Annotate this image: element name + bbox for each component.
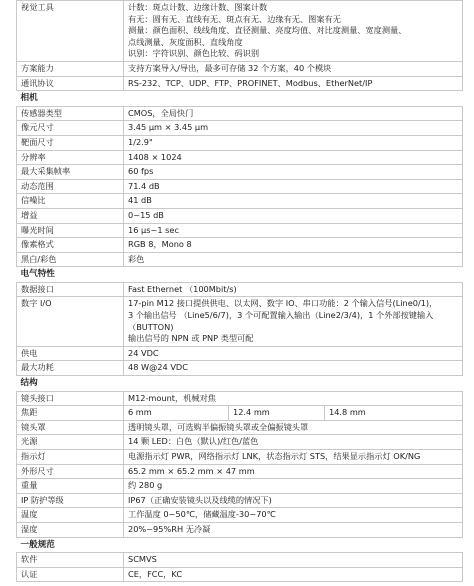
row-ip-rating [17, 493, 463, 508]
row-label: 传感器类型 [17, 106, 124, 121]
row-label: 增益 [17, 208, 124, 223]
row-label: 镜头接口 [17, 391, 124, 406]
row-value: 20%~95%RH 无冷凝 [124, 522, 463, 537]
focal-value: 6 mm [124, 406, 229, 421]
row-label: 重量 [17, 479, 124, 494]
row-value: SCMVS [124, 553, 463, 568]
row-value: 65.2 mm × 65.2 mm × 47 mm [124, 464, 463, 479]
section-title: 电气特性 [17, 267, 463, 283]
row-vision-tools [17, 1, 463, 62]
row-label: 湿度 [17, 522, 124, 537]
row-label: 光源 [17, 435, 124, 450]
row-humidity [17, 522, 463, 537]
row-value: Fast Ethernet （100Mbit/s) [124, 282, 463, 297]
row-label: 通讯协议 [17, 76, 124, 91]
focal-value: 14.8 mm [325, 406, 463, 421]
row-weight [17, 479, 463, 494]
vision-tools-line: 识别：字符识别、颜色比较、码识别 [128, 48, 260, 59]
row-label: 外形尺寸 [17, 464, 124, 479]
row-exposure [17, 223, 463, 238]
row-value: 48 W@24 VDC [124, 361, 463, 376]
row-label: 指示灯 [17, 450, 124, 465]
row-label: 像素格式 [17, 238, 124, 253]
section-general [17, 537, 463, 553]
row-value: 约 280 g [124, 479, 463, 494]
row-label: 信噪比 [17, 194, 124, 209]
row-dimensions [17, 464, 463, 479]
row-value: 1408 × 1024 [124, 150, 463, 165]
row-value: 16 μs~1 sec [124, 223, 463, 238]
spec-table [16, 0, 463, 582]
row-label: 供电 [17, 346, 124, 361]
row-value: RS-232、TCP、UDP、FTP、PROFINET、Modbus、EtherNet/IP [124, 76, 463, 91]
row-label: 数字 I/O [17, 297, 124, 346]
row-value: 电源指示灯 PWR，网络指示灯 LNK，状态指示灯 STS，结果显示指示灯 OK/NG [124, 450, 463, 465]
row-partial [17, 567, 463, 582]
row-value: 71.4 dB [124, 179, 463, 194]
vision-tools-line: 计数：斑点计数、边缘计数、图案计数 [128, 2, 268, 12]
row-sensor-size [17, 135, 463, 150]
row-value: 工作温度 0~50℃，储藏温度-30~70℃ [124, 508, 463, 523]
row-label: 软件 [17, 553, 124, 568]
row-frame-rate [17, 165, 463, 180]
row-max-power [17, 361, 463, 376]
row-value: 60 fps [124, 165, 463, 180]
section-title: 结构 [17, 376, 463, 392]
row-label: 分辨率 [17, 150, 124, 165]
row-light [17, 435, 463, 450]
row-label: 镜头罩 [17, 420, 124, 435]
section-camera [17, 91, 463, 107]
vision-tools-line: 有无：圆有无、直线有无、斑点有无、边缘有无、图案有无 [128, 13, 341, 24]
vision-tools-list [124, 1, 463, 62]
row-value: RGB 8，Mono 8 [124, 238, 463, 253]
row-power [17, 346, 463, 361]
row-value: 支持方案导入/导出，最多可存储 32 个方案，40 个模块 [124, 61, 463, 76]
row-label: 动态范围 [17, 179, 124, 194]
section-electrical [17, 267, 463, 283]
row-protocols [17, 76, 463, 91]
section-title: 一般规范 [17, 537, 463, 553]
row-label: 黑白/彩色 [17, 252, 124, 267]
row-focal-length [17, 406, 463, 421]
row-lens-cover [17, 420, 463, 435]
vision-tools-line: 点线测量、灰度面积、直线角度 [128, 36, 243, 47]
row-label: 方案能力 [17, 61, 124, 76]
row-label: IP 防护等级 [17, 493, 124, 508]
row-label: 最大功耗 [17, 361, 124, 376]
row-value: 41 dB [124, 194, 463, 209]
row-software [17, 553, 463, 568]
row-lens-mount [17, 391, 463, 406]
row-indicator [17, 450, 463, 465]
focal-value: 12.4 mm [229, 406, 325, 421]
row-scheme-capacity [17, 61, 463, 76]
row-data-interface [17, 282, 463, 297]
row-value: IP67（正确安装镜头以及线缆的情况下) [124, 493, 463, 508]
digital-io-text [124, 297, 463, 346]
row-value: 14 颗 LED：白色（默认)/红色/蓝色 [124, 435, 463, 450]
row-label: 认证 [17, 567, 124, 582]
row-sensor [17, 106, 463, 121]
section-title: 相机 [17, 91, 463, 107]
row-mono-color [17, 252, 463, 267]
row-label: 靶面尺寸 [17, 135, 124, 150]
row-value: 彩色 [124, 252, 463, 267]
row-value: 3.45 μm × 3.45 μm [124, 121, 463, 136]
row-resolution [17, 150, 463, 165]
row-pixel-size [17, 121, 463, 136]
digital-io-line: 输出信号的 NPN 或 PNP 类型可配 [128, 333, 254, 344]
row-label: 曝光时间 [17, 223, 124, 238]
row-pixel-format [17, 238, 463, 253]
row-value: 24 VDC [124, 346, 463, 361]
row-temperature [17, 508, 463, 523]
digital-io-line: 17-pin M12 接口提供供电、以太网、数字 IO、串口功能：2 个输入信号(Line0/1)， [128, 298, 438, 309]
row-value: CMOS，全局快门 [124, 106, 463, 121]
row-label: 数据接口 [17, 282, 124, 297]
section-structure [17, 376, 463, 392]
row-value: 1/2.9" [124, 135, 463, 150]
row-value: CE，FCC，KC [124, 567, 463, 582]
vision-tools-line: 测量：颜色面积、线线角度、直径测量、亮度均值、对比度测量、宽度测量、 [128, 25, 407, 36]
row-digital-io [17, 297, 463, 346]
row-label: 视觉工具 [17, 1, 124, 62]
digital-io-line: 3 个输出信号 （Line5/6/7)，3 个可配置输入输出（Line2/3/4)，1 个外部按键输入（BUTTON) [128, 310, 434, 332]
row-gain [17, 208, 463, 223]
row-dynamic-range [17, 179, 463, 194]
row-label: 像元尺寸 [17, 121, 124, 136]
row-value: 透明镜头罩，可选购半偏振镜头罩或全偏振镜头罩 [124, 420, 463, 435]
row-value: 0~15 dB [124, 208, 463, 223]
row-label: 焦距 [17, 406, 124, 421]
row-label: 温度 [17, 508, 124, 523]
row-value: M12-mount，机械对焦 [124, 391, 463, 406]
row-snr [17, 194, 463, 209]
row-label: 最大采集帧率 [17, 165, 124, 180]
